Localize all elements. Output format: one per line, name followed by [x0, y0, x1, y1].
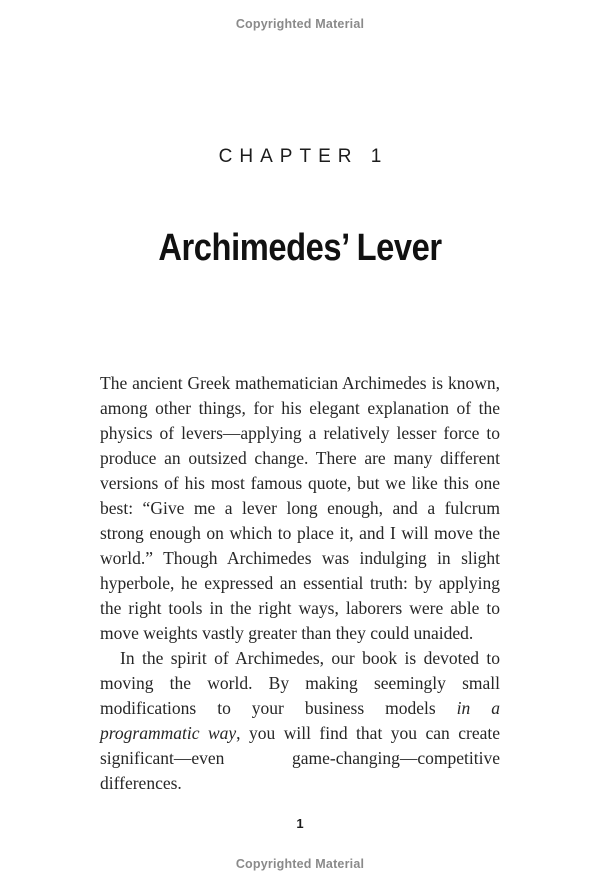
- chapter-label: CHAPTER 1: [218, 146, 389, 167]
- body-text-block: [100, 371, 500, 796]
- paragraph-2-italic-phrase: in a programmatic way: [100, 698, 500, 743]
- chapter-title: Archimedes’ Lever: [158, 227, 442, 269]
- copyright-notice-top: Copyrighted Material: [235, 17, 365, 31]
- paragraph-2-segment-before-italic: In the spirit of Archimedes, our book is devoted to moving the world. By making seemingly small modifications to your business models: [100, 648, 500, 718]
- paragraph-1: The ancient Greek mathematician Archimedes is known, among other things, for his elegant explanation of the physics of levers—applying a relatively lesser force to produce an outsized change. There are many different versions of his most famous quote, but we like this one best: “Give me a lever long enough, and a fulcrum strong enough on which to place it, and I will move the world.” Though Archimedes was indulging in slight hyperbole, he expressed an essential truth: by applying the right tools in the right ways, laborers were able to move weights vastly greater than they could unaided.: [100, 373, 500, 643]
- paragraph-2-segment-after-italic: , you will find that you can create significant—even game-changing—competitive differences.: [100, 723, 500, 793]
- paragraph-2: [100, 646, 500, 796]
- page-number: 1: [296, 816, 304, 831]
- copyright-notice-bottom: Copyrighted Material: [235, 857, 365, 871]
